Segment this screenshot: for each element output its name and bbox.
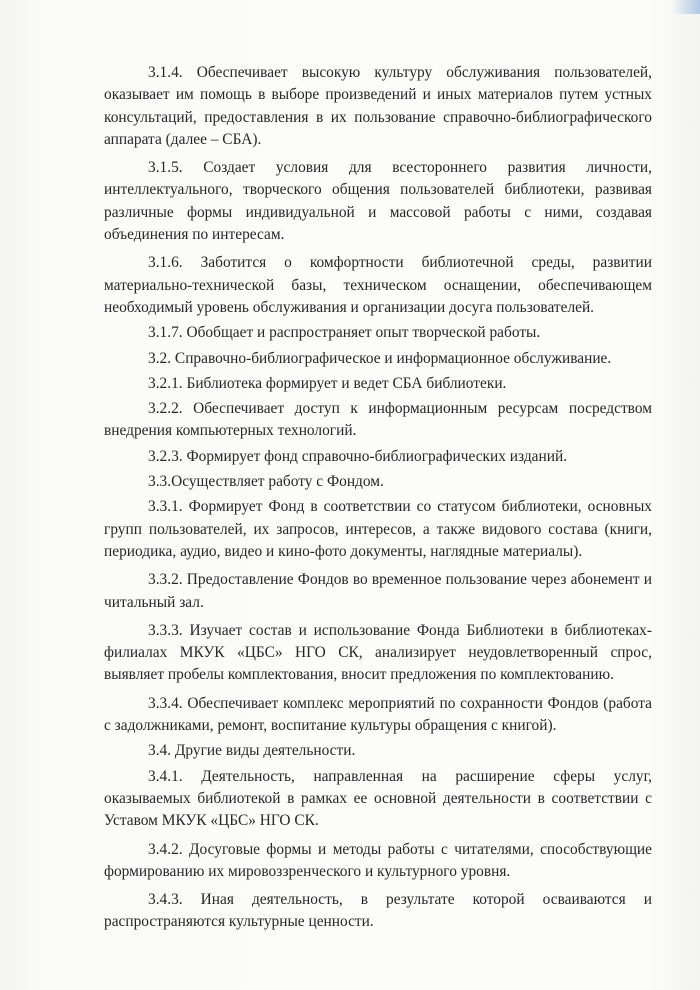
paragraph-3-4-1: 3.4.1. Деятельность, направленная на расширение сферы услуг, оказываемых библиотекой в рамках ее основной деятельности в соответствии с Уставом МКУК «ЦБС» НГО СК. — [104, 767, 652, 830]
paragraph-3-3-3: 3.3.3. Изучает состав и использование Фонда Библиотеки в библиотеках-филиалах МКУК «ЦБС» НГО СК, анализирует неудовлетворенный спрос, выявляет пробелы комплектования, вносит предложения по комплектованию. — [104, 621, 652, 684]
paragraph-3-3-2: 3.3.2. Предоставление Фондов во временное пользование через абонемент и читальный зал. — [104, 571, 652, 611]
paragraph-3-1-7: 3.1.7. Обобщает и распространяет опыт творческой работы. — [148, 324, 541, 342]
paragraph-3-4-3: 3.4.3. Иная деятельность, в результате которой осваиваются и распространяются культурные ценности. — [104, 891, 652, 931]
paragraph-3-3-1: 3.3.1. Формирует Фонд в соответствии со статусом библиотеки, основных групп пользователей, их запросов, интересов, а также видового состава (книги, периодика, аудио, видео и кино-фото документы, наглядные материалы). — [104, 498, 652, 560]
paragraph-3-4: 3.4. Другие виды деятельности. — [148, 742, 356, 760]
paragraph-3-1-5: 3.1.5. Создает условия для всестороннего развития личности, интеллектуального, творческого общения пользователей библиотеки, развивая различные формы индивидуальной и массовой работы с ними, создавая объединения по интересам. — [104, 159, 652, 244]
paragraph-3-1-6: 3.1.6. Заботится о комфортности библиотечной среды, развитии материально-технической базы, техническом оснащении, обеспечивающем необходимый уровень обслуживания и организации досуга пользователей. — [104, 254, 652, 316]
paragraph-3-2: 3.2. Справочно-библиографическое и информационное обслуживание. — [148, 349, 612, 367]
paragraph-3-2-1: 3.2.1. Библиотека формирует и ведет СБА библиотеки. — [148, 374, 507, 392]
paragraph-3-4-2: 3.4.2. Досуговые формы и методы работы с читателями, способствующие формированию их мировоззренческого и культурного уровня. — [104, 840, 652, 880]
paragraph-3-1-4: 3.1.4. Обеспечивает высокую культуру обслуживания пользователей, оказывает им помощь в выборе произведений и иных материалов путем устных консультаций, предоставления в их пользование справочно-библиографического аппарата (далее – СБА). — [104, 64, 652, 148]
paragraph-3-3-4: 3.3.4. Обеспечивает комплекс мероприятий по сохранности Фондов (работа с задолжниками, ремонт, воспитание культуры обращения с книгой). — [104, 694, 652, 735]
paragraph-3-3: 3.3.Осуществляет работу с Фондом. — [148, 473, 384, 491]
document-body — [104, 62, 652, 934]
paragraph-3-2-2: 3.2.2. Обеспечивает доступ к информационным ресурсам посредством внедрения компьютерных технологий. — [104, 400, 652, 440]
paragraph-3-2-3: 3.2.3. Формирует фонд справочно-библиографических изданий. — [148, 447, 568, 465]
scan-corner-mark — [672, 0, 700, 14]
